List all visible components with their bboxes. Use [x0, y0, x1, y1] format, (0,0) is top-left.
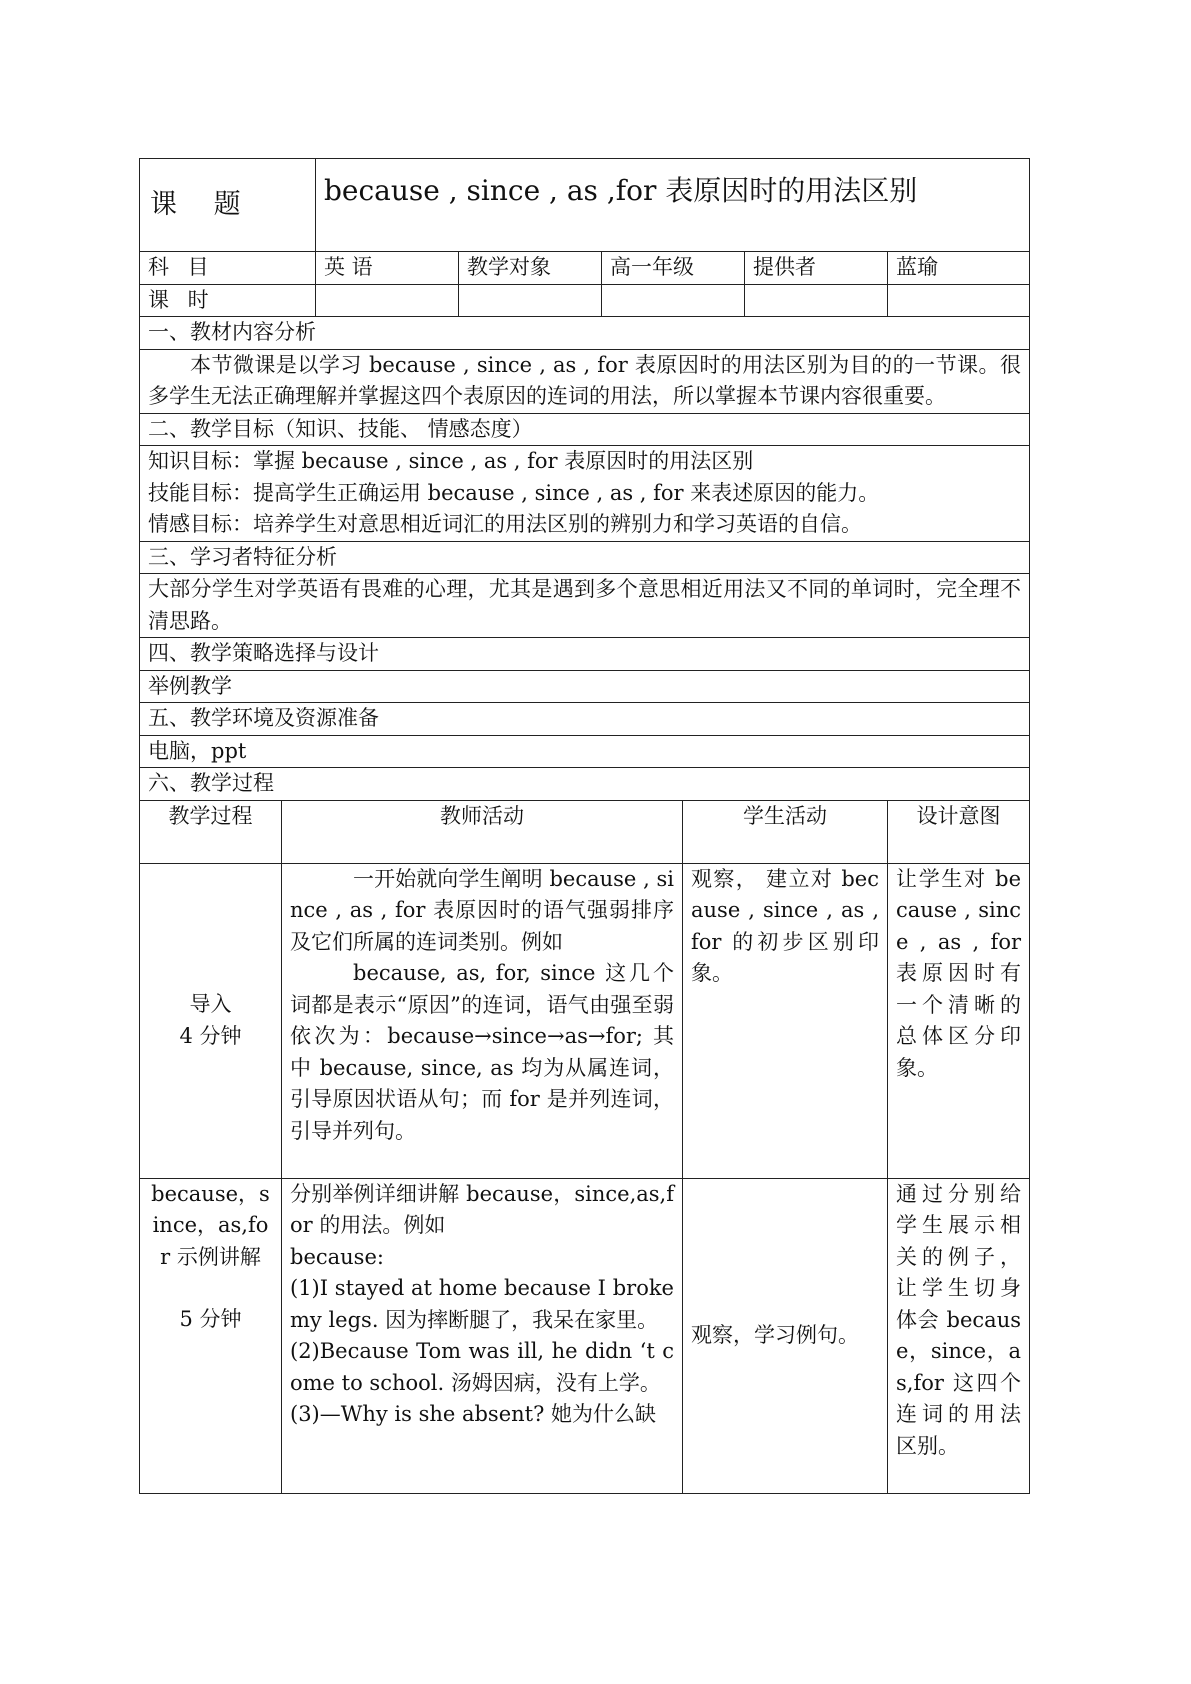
section-heading-learner-analysis: 三、学习者特征分析: [140, 541, 1030, 574]
student-activity-examples: 观察，学习例句。: [683, 1178, 888, 1493]
empty-cell: [602, 284, 745, 317]
process-header-teacher: 教师活动: [282, 800, 683, 863]
objectives-text: [140, 446, 1030, 542]
process-header-stage: 教学过程: [140, 800, 282, 863]
stage-name: 导入: [189, 992, 232, 1016]
example-sentence: (3)—Why is she absent? 她为什么缺: [290, 1402, 657, 1426]
stage-time: 4 分钟: [179, 1023, 242, 1048]
skill-objective: 技能目标：提高学生正确运用 because , since , as , for 来表述原因的能力。: [148, 480, 880, 505]
section-heading-objectives: 二、教学目标（知识、技能、 情感态度）: [140, 413, 1030, 446]
topic-label: 课 题: [140, 159, 316, 252]
teacher-paragraph: 分别举例详细讲解 because，since,as,for 的用法。例如: [290, 1181, 674, 1237]
section-heading-resources: 五、教学环境及资源准备: [140, 703, 1030, 736]
teacher-activity-examples: [282, 1178, 683, 1493]
empty-cell: [459, 284, 602, 317]
provider-label: 提供者: [745, 252, 888, 285]
teacher-paragraph: because:: [290, 1244, 384, 1269]
resources-text: 电脑，ppt: [140, 735, 1030, 768]
student-activity-intro: 观察， 建立对 because , since , as , for 的初步区别印象。: [683, 863, 888, 1178]
teacher-paragraph: 一开始就向学生阐明 because , since , as , for 表原因时的语气强弱排序及它们所属的连词类别。例如: [290, 866, 674, 954]
teacher-activity-intro: [282, 863, 683, 1178]
process-header-intent: 设计意图: [888, 800, 1030, 863]
example-sentence: (1)I stayed at home because I broke my legs. 因为摔断腿了，我呆在家里。: [290, 1276, 674, 1332]
learner-analysis-text: 大部分学生对学英语有畏难的心理，尤其是遇到多个意思相近用法又不同的单词时，完全理不清思路。: [140, 574, 1030, 638]
lesson-plan-table: [139, 158, 1030, 1494]
content-analysis-text: 本节微课是以学习 because , since , as , for 表原因时的用法区别为目的的一节课。很多学生无法正确理解并掌握这四个表原因的连词的用法，所以掌握本节课内容很重要。: [140, 349, 1030, 413]
stage-time: 5 分钟: [179, 1307, 242, 1331]
section-heading-content-analysis: 一、教材内容分析: [140, 317, 1030, 350]
topic-title: because , since , as ,for 表原因时的用法区别: [316, 159, 1030, 252]
emotion-objective: 情感目标：培养学生对意思相近词汇的用法区别的辨别力和学习英语的自信。: [148, 512, 862, 536]
process-header-student: 学生活动: [683, 800, 888, 863]
subject-label: 科 目: [140, 252, 316, 285]
audience-value: 高一年级: [602, 252, 745, 285]
section-heading-process: 六、教学过程: [140, 768, 1030, 801]
subject-value: 英 语: [316, 252, 459, 285]
section-heading-strategy: 四、教学策略选择与设计: [140, 638, 1030, 671]
design-intent-examples: 通过分别给学生展示相关的例子，让学生切身体会 because，since，as,for 这四个连词的用法区别。: [888, 1178, 1030, 1493]
stage-name: because，since，as,for 示例讲解: [151, 1181, 270, 1269]
process-stage-intro: [140, 863, 282, 1178]
strategy-text: 举例教学: [140, 670, 1030, 703]
empty-cell: [745, 284, 888, 317]
process-stage-examples: [140, 1178, 282, 1493]
knowledge-objective: 知识目标：掌握 because , since , as , for 表原因时的用法区别: [148, 449, 754, 473]
teacher-paragraph: because, as, for, since 这几个词都是表示“原因”的连词，语气由强至弱依次为：because→since→as→for; 其中 because, since, as 均为从属连词，引导原因状语从句；而 for 是并列连词，引导并列句。: [290, 961, 674, 1143]
period-value: [316, 284, 459, 317]
period-label: 课 时: [140, 284, 316, 317]
example-sentence: (2)Because Tom was ill, he didn ‘t come to school. 汤姆因病，没有上学。: [290, 1339, 674, 1395]
provider-value: 蓝瑜: [888, 252, 1030, 285]
audience-label: 教学对象: [459, 252, 602, 285]
design-intent-intro: 让学生对 because , since , as , for 表原因时有一个清晰的总体区分印象。: [888, 863, 1030, 1178]
empty-cell: [888, 284, 1030, 317]
lesson-plan-document: [139, 158, 1029, 1494]
